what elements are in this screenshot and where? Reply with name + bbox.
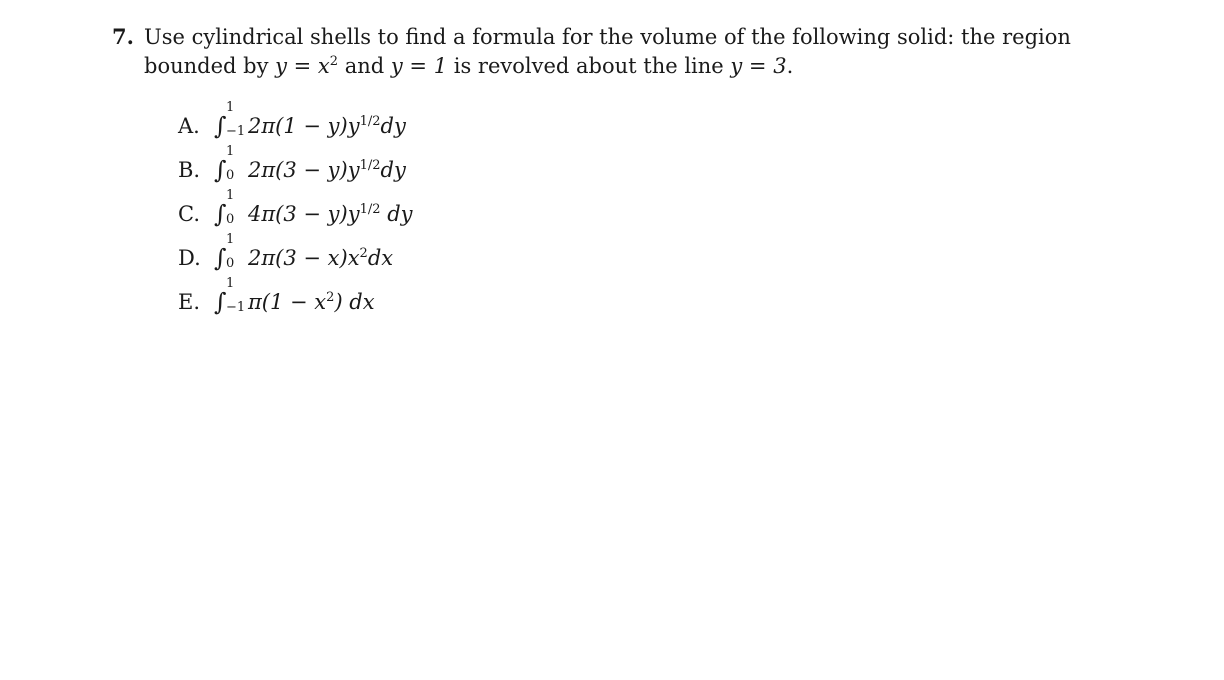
differential: ) dx [334, 290, 375, 314]
integral-limits [226, 145, 234, 183]
question-text-bounded: bounded by [144, 54, 276, 78]
choice-d[interactable] [178, 232, 413, 280]
integral-symbol: ∫ [214, 288, 227, 316]
differential: dx [367, 246, 394, 270]
choice-label: D. [178, 246, 201, 270]
exponent: 1/2 [359, 158, 381, 173]
choice-e[interactable] [178, 276, 413, 324]
question [112, 22, 1092, 81]
differential: dy [380, 158, 406, 182]
integrand-text: 2π(3 − x)x [248, 246, 360, 270]
upper-limit: 1 [226, 144, 235, 159]
question-text-line-1: Use cylindrical shells to find a formula for the volume of the following solid: the region [144, 25, 1071, 49]
upper-limit: 1 [226, 188, 235, 203]
exponent: 1/2 [359, 114, 381, 129]
integrand-text: 4π(3 − y)y [248, 202, 360, 226]
integrand [248, 153, 406, 187]
lower-limit: 0 [226, 256, 235, 271]
differential: dy [380, 114, 406, 138]
integrand [248, 285, 375, 319]
integral-sign [214, 232, 244, 275]
integral-symbol: ∫ [214, 112, 227, 140]
upper-limit: 1 [226, 100, 235, 115]
integrand-text: 2π(1 − y)y [248, 114, 360, 138]
exponent: 2 [329, 54, 339, 69]
integrand-text: π(1 − x [248, 290, 327, 314]
integral-limits [226, 233, 234, 271]
lower-limit: −1 [226, 124, 246, 139]
question-text-period: . [786, 54, 794, 78]
question-line-2 [112, 52, 1092, 81]
lower-limit: −1 [226, 300, 246, 315]
integral-sign [214, 276, 246, 319]
equation-y-equals-x-squared [275, 54, 338, 78]
choice-label: C. [178, 202, 200, 226]
question-line-1 [112, 22, 1092, 52]
equation-y-equals-3: y = 3 [730, 54, 787, 78]
integral-symbol: ∫ [214, 244, 227, 272]
integral-sign [214, 100, 246, 143]
choice-c[interactable] [178, 188, 413, 236]
upper-limit: 1 [226, 276, 235, 291]
exponent: 2 [359, 246, 368, 261]
equation-y-equals-1: y = 1 [390, 54, 448, 78]
lower-limit: 0 [226, 168, 235, 183]
question-text-and: and [338, 54, 391, 78]
integral-limits [226, 101, 245, 139]
answer-choices [178, 100, 413, 324]
integral-symbol: ∫ [214, 156, 227, 184]
lower-limit: 0 [226, 212, 235, 227]
integral-symbol: ∫ [214, 200, 227, 228]
question-text-revolved: is revolved about the line [447, 54, 731, 78]
integrand [248, 197, 413, 231]
integral-limits [226, 189, 234, 227]
exponent: 1/2 [359, 202, 381, 217]
equation-text: y = x [275, 54, 330, 78]
choice-b[interactable] [178, 144, 413, 192]
exponent: 2 [326, 290, 335, 305]
integral-sign [214, 144, 244, 187]
integrand [248, 241, 393, 275]
integrand [248, 109, 406, 143]
integral-limits [226, 277, 245, 315]
choice-label: B. [178, 158, 201, 182]
choice-label: E. [178, 290, 201, 314]
choice-label: A. [178, 114, 200, 138]
choice-a[interactable] [178, 100, 413, 148]
differential: dy [380, 202, 413, 226]
integrand-text: 2π(3 − y)y [248, 158, 360, 182]
question-number: 7. [112, 24, 134, 49]
integral-sign [214, 188, 244, 231]
upper-limit: 1 [226, 232, 235, 247]
